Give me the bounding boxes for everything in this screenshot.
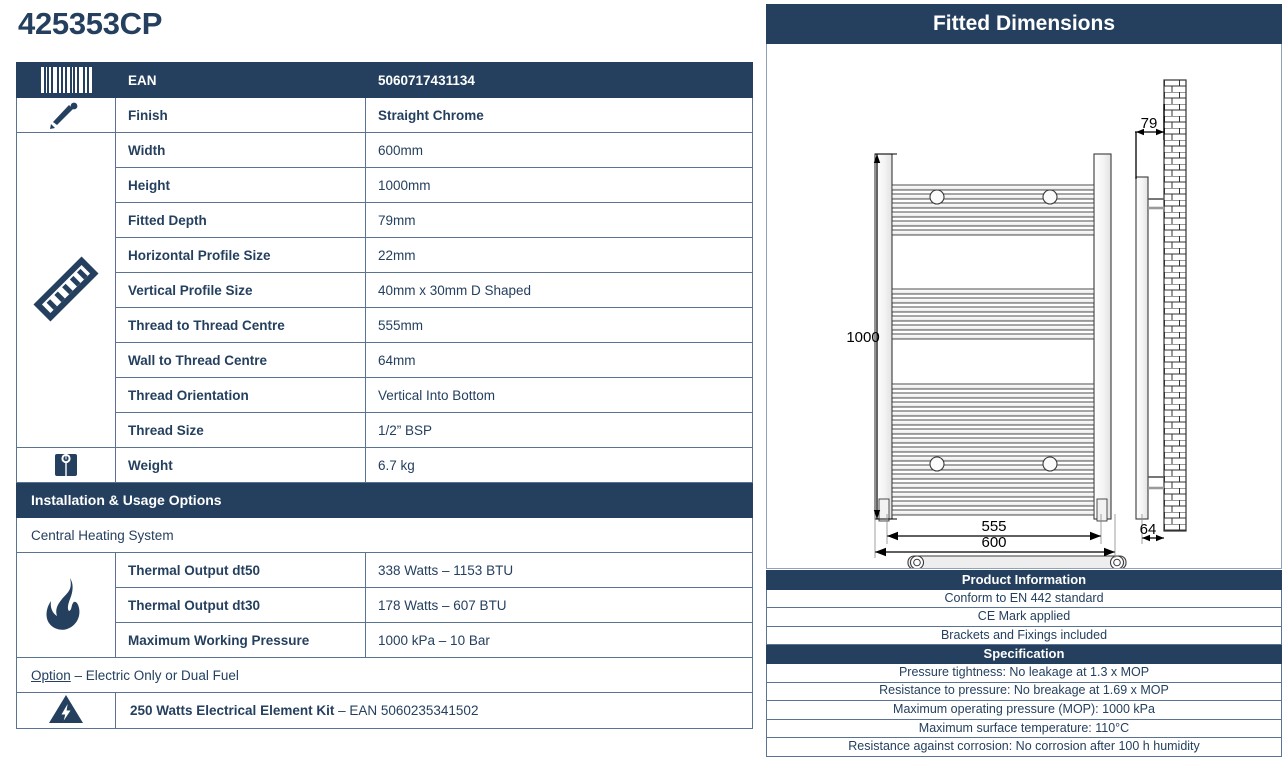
- table-row: [767, 701, 1282, 720]
- table-row: [767, 663, 1282, 682]
- kit-ean-text: – EAN 5060235341502: [334, 703, 479, 718]
- flame-icon: [43, 576, 89, 632]
- row-label: Finish: [116, 98, 366, 133]
- row-value: 5060717431134: [366, 63, 753, 98]
- table-row: [767, 719, 1282, 738]
- row-label: Thread to Thread Centre: [116, 308, 366, 343]
- specification-item: Pressure tightness: No leakage at 1.3 x MOP: [767, 663, 1282, 682]
- dim-height-label: 1000: [846, 329, 880, 346]
- electrical-warning-icon-cell: [17, 693, 116, 729]
- table-row: [17, 448, 753, 483]
- table-row: [17, 693, 753, 729]
- specification-item: Maximum surface temperature: 110°C: [767, 719, 1282, 738]
- right-panel: [766, 4, 1282, 758]
- table-row: [17, 273, 753, 308]
- row-value: 40mm x 30mm D Shaped: [366, 273, 753, 308]
- row-value: Straight Chrome: [366, 98, 753, 133]
- table-row: [17, 588, 753, 623]
- specification-item: Resistance against corrosion: No corrosion after 100 h humidity: [767, 738, 1282, 757]
- row-label: Width: [116, 133, 366, 168]
- bracket-point: [1043, 190, 1057, 204]
- table-row: [17, 413, 753, 448]
- table-row: [767, 682, 1282, 701]
- option-text: – Electric Only or Dual Fuel: [70, 667, 239, 683]
- table-row: [17, 238, 753, 273]
- row-value: 64mm: [366, 343, 753, 378]
- table-row: [17, 623, 753, 658]
- table-row: [767, 645, 1282, 664]
- row-value: Vertical Into Bottom: [366, 378, 753, 413]
- product-info-table: [766, 570, 1282, 757]
- table-row: [17, 308, 753, 343]
- row-label: Maximum Working Pressure: [116, 623, 366, 658]
- barcode-icon-cell: [17, 63, 116, 98]
- row-value: 6.7 kg: [366, 448, 753, 483]
- table-row-section-heading: [17, 483, 753, 518]
- table-row: [17, 658, 753, 693]
- row-value: 79mm: [366, 203, 753, 238]
- option-label: Option: [31, 667, 71, 683]
- table-row: [17, 98, 753, 133]
- row-value: 1000mm: [366, 168, 753, 203]
- fitted-dimensions-header: Fitted Dimensions: [766, 4, 1282, 44]
- table-row: [17, 133, 753, 168]
- table-row: [17, 63, 753, 98]
- specification-item: Resistance to pressure: No breakage at 1.69 x MOP: [767, 682, 1282, 701]
- table-row: [767, 589, 1282, 608]
- row-value: 338 Watts – 1153 BTU: [366, 553, 753, 588]
- technical-drawing: [766, 44, 1282, 569]
- ruler-icon-cell: [17, 133, 116, 448]
- bracket-point: [930, 457, 944, 471]
- scale-icon-cell: [17, 448, 116, 483]
- section-heading: Installation & Usage Options: [17, 483, 753, 518]
- row-value: 600mm: [366, 133, 753, 168]
- product-info-item: Conform to EN 442 standard: [767, 589, 1282, 608]
- ruler-icon: [29, 252, 103, 326]
- table-row: [17, 168, 753, 203]
- flame-icon-cell: [17, 553, 116, 658]
- barcode-icon: [41, 67, 92, 93]
- bracket-point: [930, 190, 944, 204]
- row-label: Fitted Depth: [116, 203, 366, 238]
- row-value: 1000 kPa – 10 Bar: [366, 623, 753, 658]
- electrical-kit-row: [116, 693, 753, 729]
- product-info-heading: Product Information: [767, 571, 1282, 590]
- row-label: Thread Size: [116, 413, 366, 448]
- specification-item: Maximum operating pressure (MOP): 1000 kPa: [767, 701, 1282, 720]
- dim-width-label: 600: [981, 534, 1007, 551]
- option-row: [17, 658, 753, 693]
- table-row: [17, 553, 753, 588]
- row-label: Wall to Thread Centre: [116, 343, 366, 378]
- row-label: Weight: [116, 448, 366, 483]
- dim-depth-label: 79: [1140, 115, 1158, 132]
- row-value: 178 Watts – 607 BTU: [366, 588, 753, 623]
- bracket-point: [1043, 457, 1057, 471]
- paintbrush-icon: [46, 99, 86, 129]
- dim-thread-centre-label: 555: [981, 518, 1007, 535]
- table-row: [17, 518, 753, 553]
- page-title: 425353CP: [18, 6, 163, 41]
- specification-heading: Specification: [767, 645, 1282, 664]
- row-value: 1/2” BSP: [366, 413, 753, 448]
- table-row: [767, 626, 1282, 645]
- row-label: Thread Orientation: [116, 378, 366, 413]
- table-row: [767, 738, 1282, 757]
- product-info-item: CE Mark applied: [767, 608, 1282, 627]
- row-label: Vertical Profile Size: [116, 273, 366, 308]
- dim-wall-thread-label: 64: [1139, 521, 1157, 538]
- kit-bold-label: 250 Watts Electrical Element Kit: [130, 703, 335, 718]
- table-row: [17, 203, 753, 238]
- row-label: Thermal Output dt50: [116, 553, 366, 588]
- radiator-drawing-svg: [767, 44, 1282, 569]
- specification-table: [16, 62, 753, 729]
- electrical-warning-icon: [48, 693, 84, 725]
- row-value: 555mm: [366, 308, 753, 343]
- table-row: [17, 378, 753, 413]
- table-row: [17, 343, 753, 378]
- paintbrush-icon-cell: [17, 98, 116, 133]
- central-heating-label: Central Heating System: [17, 518, 753, 553]
- row-label: Thermal Output dt30: [116, 588, 366, 623]
- table-row: [767, 608, 1282, 627]
- row-label: EAN: [116, 63, 366, 98]
- row-value: 22mm: [366, 238, 753, 273]
- product-info-item: Brackets and Fixings included: [767, 626, 1282, 645]
- scale-icon: [51, 449, 81, 479]
- row-label: Height: [116, 168, 366, 203]
- table-row: [767, 571, 1282, 590]
- row-label: Horizontal Profile Size: [116, 238, 366, 273]
